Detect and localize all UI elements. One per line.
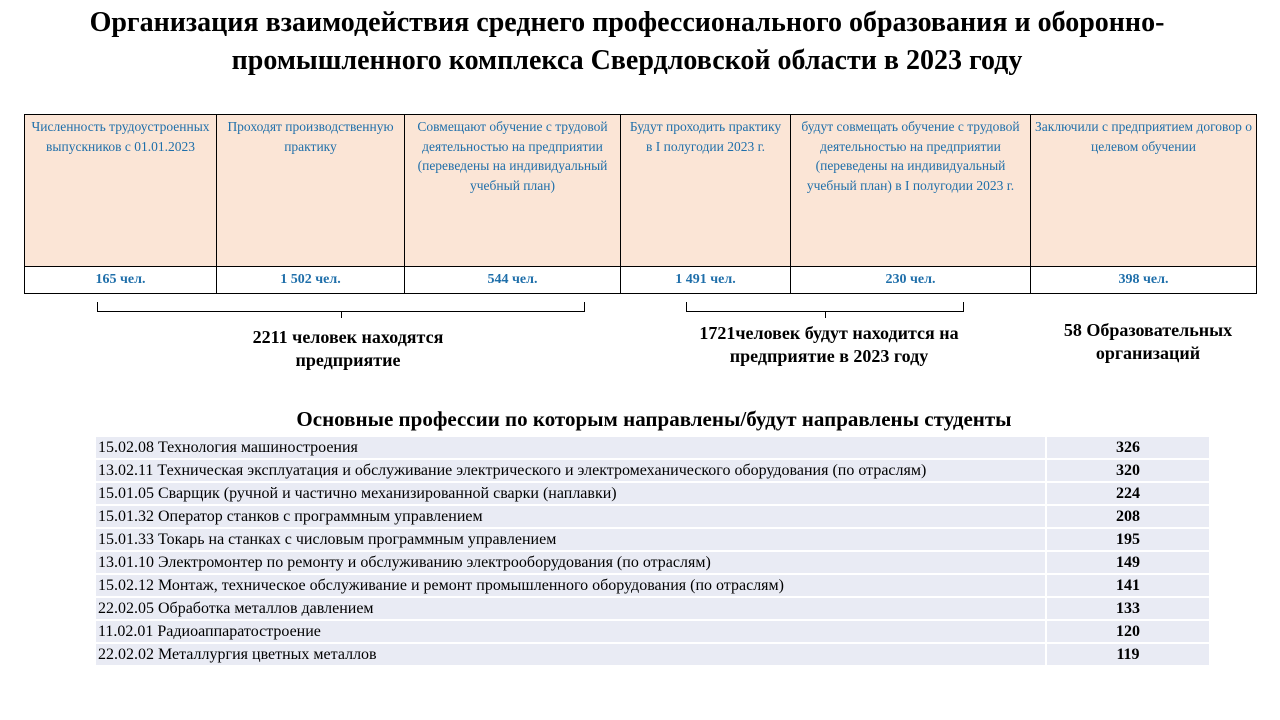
profession-row — [96, 459, 1210, 482]
profession-count: 120 — [1046, 620, 1210, 643]
professions-title: Основные профессии по которым направлены/будут направлены студенты — [296, 407, 1012, 431]
slide-title: Организация взаимодействия среднего профессионального образования и оборонно-промышленного комплекса Свердловской области в 2023 году — [89, 7, 1165, 76]
profession-row — [96, 528, 1210, 551]
stats-value-cell: 230 чел. — [791, 267, 1031, 294]
profession-name: 11.02.01 Радиоаппаратостроение — [96, 620, 1046, 643]
stats-value-cell: 165 чел. — [25, 267, 217, 294]
stats-value-cell: 398 чел. — [1031, 267, 1257, 294]
profession-name: 15.01.32 Оператор станков с программным управлением — [96, 505, 1046, 528]
stats-value-cell: 1 491 чел. — [621, 267, 791, 294]
brace-planned — [686, 302, 964, 312]
stats-header-cell: Совмещают обучение с трудовой деятельностью на предприятии (переведены на индивидуальный учебный план) — [405, 115, 621, 267]
profession-row — [96, 482, 1210, 505]
stats-header-cell: Проходят производственную практику — [217, 115, 405, 267]
profession-name: 15.01.05 Сварщик (ручной и частично механизированной сварки (наплавки) — [96, 482, 1046, 505]
profession-row — [96, 597, 1210, 620]
profession-name: 13.02.11 Техническая эксплуатация и обслуживание электрического и электромеханического оборудования (по отраслям) — [96, 459, 1046, 482]
stats-header-cell: Численность трудоустроенных выпускников с 01.01.2023 — [25, 115, 217, 267]
profession-row — [96, 505, 1210, 528]
profession-count: 195 — [1046, 528, 1210, 551]
profession-name: 22.02.02 Металлургия цветных металлов — [96, 643, 1046, 666]
profession-count: 149 — [1046, 551, 1210, 574]
profession-row — [96, 643, 1210, 666]
profession-row — [96, 620, 1210, 643]
stats-header-row — [25, 115, 1257, 267]
summary-orgs: 58 Образовательных организаций — [1063, 320, 1233, 363]
stats-table — [24, 114, 1257, 294]
stats-values-row — [25, 267, 1257, 294]
profession-name: 13.01.10 Электромонтер по ремонту и обслуживанию электрооборудования (по отраслям) — [96, 551, 1046, 574]
profession-count: 208 — [1046, 505, 1210, 528]
summary-current: 2211 человек находятся предприятие — [252, 327, 444, 370]
stats-header-cell: будут совмещать обучение с трудовой деятельностью на предприятии (переведены на индивидуальный учебный план) в I полугодии 2023 г. — [791, 115, 1031, 267]
stats-value-cell: 544 чел. — [405, 267, 621, 294]
brace-current — [97, 302, 585, 312]
profession-name: 15.01.33 Токарь на станках с числовым программным управлением — [96, 528, 1046, 551]
profession-count: 326 — [1046, 437, 1210, 459]
profession-count: 224 — [1046, 482, 1210, 505]
profession-name: 22.02.05 Обработка металлов давлением — [96, 597, 1046, 620]
profession-row — [96, 437, 1210, 459]
stats-header-cell: Будут проходить практику в I полугодии 2023 г. — [621, 115, 791, 267]
profession-count: 141 — [1046, 574, 1210, 597]
professions-table — [96, 437, 1211, 667]
profession-row — [96, 574, 1210, 597]
profession-row — [96, 551, 1210, 574]
stats-header-cell: Заключили с предприятием договор о целевом обучении — [1031, 115, 1257, 267]
profession-count: 320 — [1046, 459, 1210, 482]
summary-planned: 1721человек будут находится на предприятие в 2023 году — [699, 323, 959, 366]
profession-count: 133 — [1046, 597, 1210, 620]
profession-name: 15.02.12 Монтаж, техническое обслуживание и ремонт промышленного оборудования (по отраслям) — [96, 574, 1046, 597]
stats-value-cell: 1 502 чел. — [217, 267, 405, 294]
profession-count: 119 — [1046, 643, 1210, 666]
profession-name: 15.02.08 Технология машиностроения — [96, 437, 1046, 459]
